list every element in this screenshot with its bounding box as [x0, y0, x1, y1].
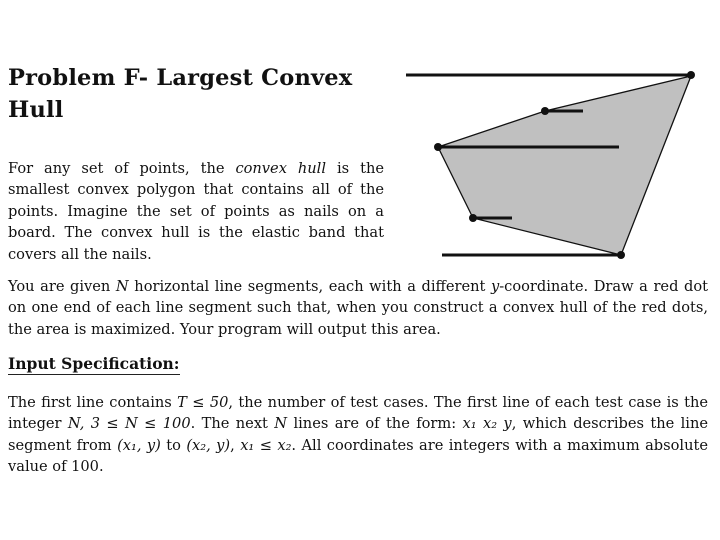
- task-var-n: N: [115, 278, 129, 295]
- dot-1: [687, 71, 695, 79]
- task-text-2: horizontal line segments, each with a different: [128, 278, 491, 295]
- dot-3: [434, 143, 442, 151]
- task-var-y: y: [490, 278, 500, 295]
- input-paragraph: [8, 392, 708, 478]
- input-math-6: (x₂, y): [186, 436, 231, 454]
- input-math-3: N: [274, 415, 288, 433]
- dot-5: [617, 251, 625, 259]
- input-text-7: ,: [230, 436, 241, 454]
- input-math-2: N, 3 ≤ N ≤ 100: [67, 415, 191, 433]
- task-paragraph: [8, 276, 708, 340]
- intro-text-2: is the smallest convex polygon that contains all of the points. Imagine the set of points as nails on a board. The convex hull is the elastic band that covers all the nails.: [8, 160, 384, 263]
- intro-paragraph: [8, 158, 384, 265]
- intro-text-1: For any set of points, the: [8, 160, 236, 177]
- hull-polygon: [438, 76, 691, 255]
- problem-title: Problem F- Largest Convex Hull: [8, 65, 353, 123]
- input-heading: Input Specification:: [8, 354, 180, 373]
- intro-term: convex hull: [235, 160, 327, 177]
- dot-2: [541, 107, 549, 115]
- input-math-5: (x₁, y): [117, 436, 161, 454]
- convex-hull-figure: [400, 56, 710, 266]
- input-math-1: T ≤ 50: [177, 394, 229, 411]
- input-text-3: . The next: [190, 415, 275, 433]
- input-text-5: , which describes the line segment from: [8, 415, 708, 454]
- convex-hull-diagram: [400, 56, 710, 266]
- input-math-7: x₁ ≤ x₂: [240, 436, 292, 454]
- task-text-3: -coordinate. Draw a red dot on one end of each line segment such that, when you construct a convex hull of the red dots, the area is maximized. Your program will output this area.: [8, 278, 708, 338]
- input-text-2: , the number of test cases. The first line of each test case is the integer: [8, 394, 708, 433]
- input-text-6: to: [160, 436, 187, 454]
- task-text-1: You are given: [8, 278, 116, 295]
- input-text-8: . All coordinates are integers with a maximum absolute value of 100.: [8, 436, 708, 476]
- dot-4: [469, 214, 477, 222]
- input-text-4: lines are of the form:: [287, 415, 463, 433]
- input-text-1: The first line contains: [8, 394, 178, 411]
- input-math-4: x₁ x₂ y: [462, 415, 512, 433]
